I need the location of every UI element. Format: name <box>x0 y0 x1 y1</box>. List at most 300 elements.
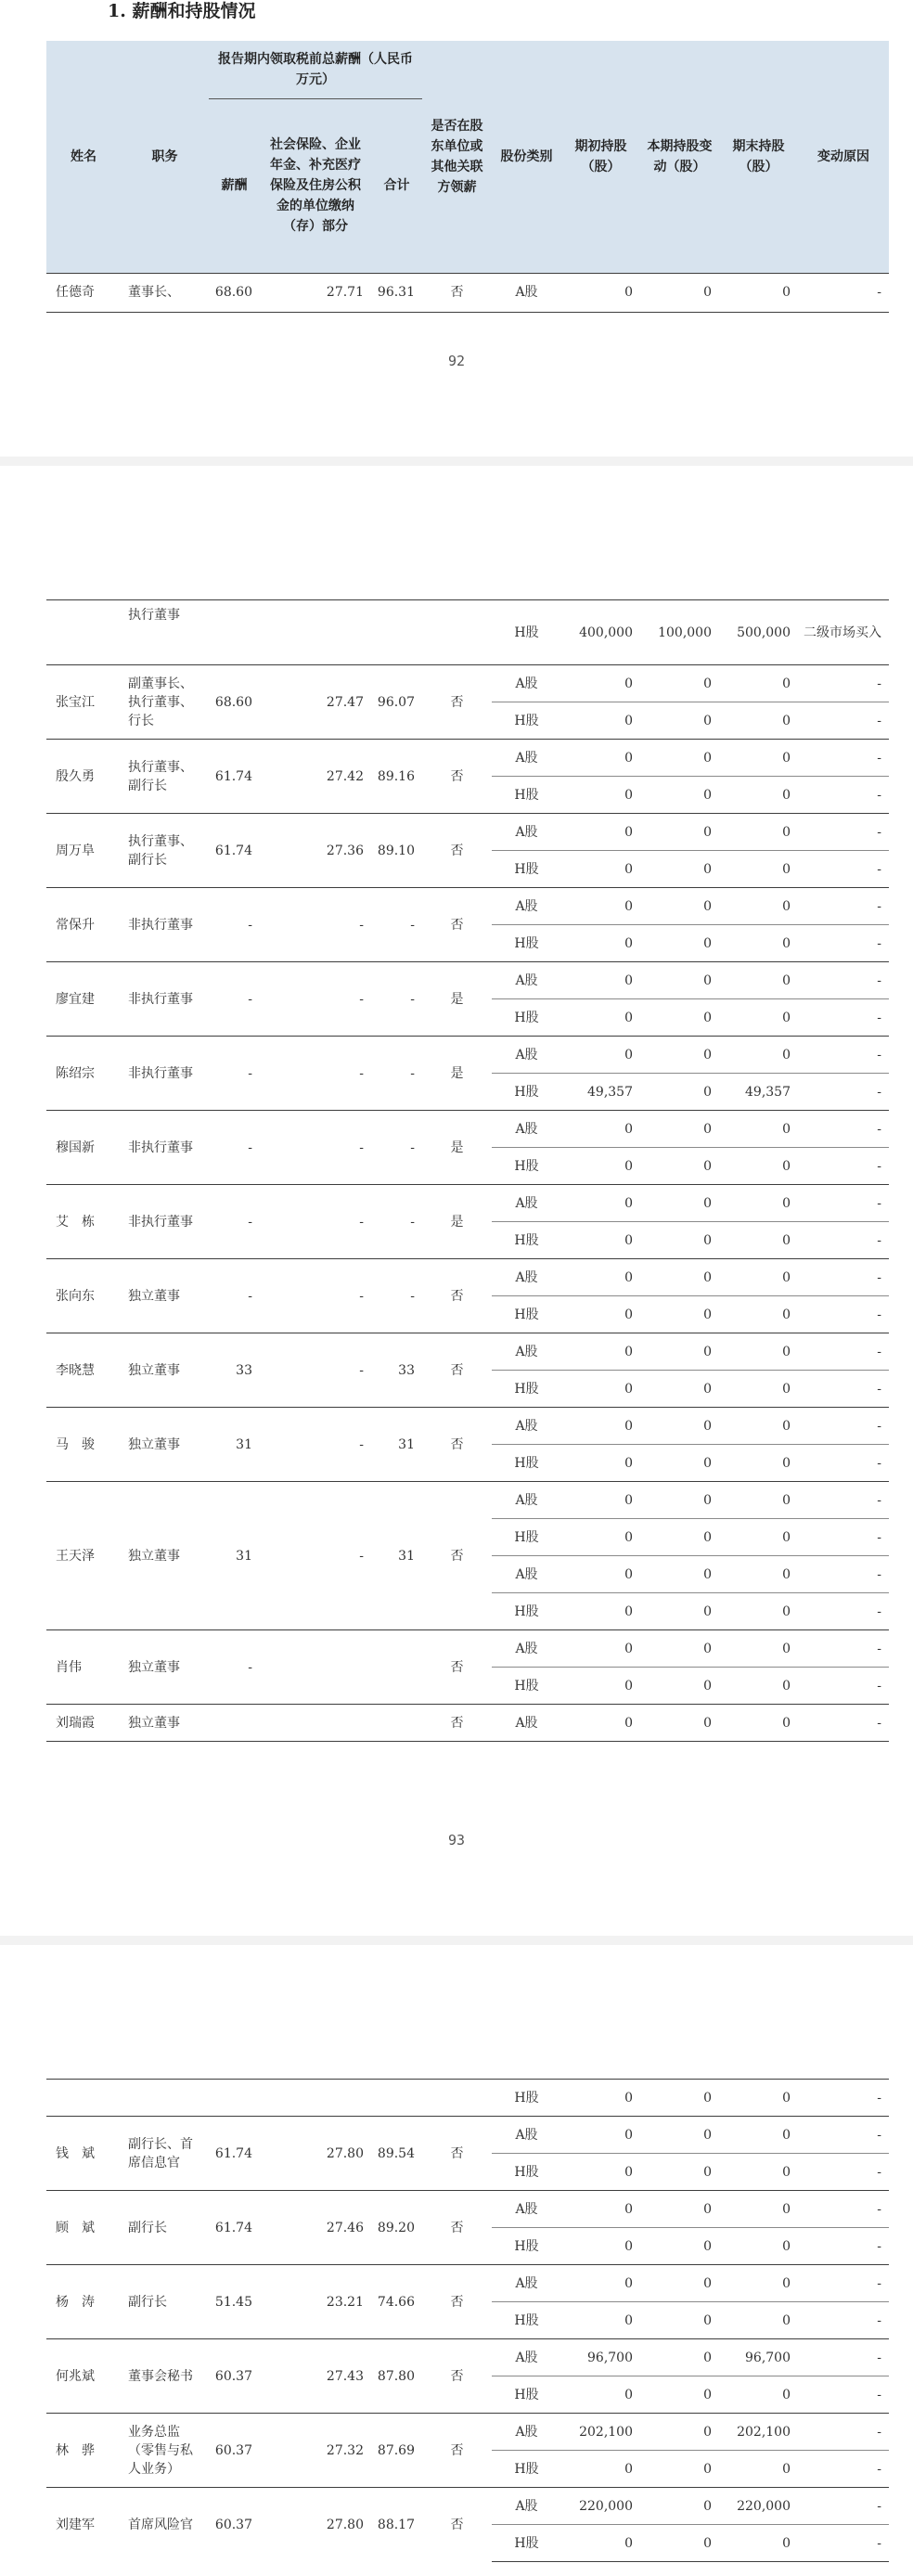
related-value: 否 <box>422 1408 492 1482</box>
share-type: A股 <box>492 740 561 777</box>
end-shares: 0 <box>719 851 798 888</box>
change-reason: - <box>798 2488 889 2525</box>
change-reason: - <box>798 1482 889 1519</box>
related-value: 否 <box>422 2339 492 2414</box>
header-position: 职务 <box>121 41 209 273</box>
begin-shares: 0 <box>561 925 640 962</box>
related-value: 否 <box>422 2488 492 2562</box>
begin-shares: 0 <box>561 1296 640 1333</box>
person-name: 何兆斌 <box>46 2339 121 2414</box>
begin-shares: 0 <box>561 1408 640 1445</box>
share-type: H股 <box>492 2154 561 2191</box>
page-number: 92 <box>447 353 466 369</box>
change-shares: 0 <box>640 1482 719 1519</box>
table-header <box>46 41 889 273</box>
begin-shares: 202,100 <box>561 2414 640 2451</box>
person-position: 独立董事 <box>121 1333 209 1408</box>
begin-shares: 0 <box>561 2265 640 2302</box>
person-name: 林 骅 <box>46 2414 121 2488</box>
person-name: 常保升 <box>46 888 121 962</box>
related-value: 否 <box>422 665 492 740</box>
person-name: 肖伟 <box>46 1630 121 1705</box>
change-shares: 0 <box>640 1705 719 1742</box>
change-shares: 0 <box>640 1593 719 1630</box>
change-reason: - <box>798 2265 889 2302</box>
social-value: 27.80 <box>260 2488 371 2562</box>
social-value: 27.36 <box>260 814 371 888</box>
header-total: 合计 <box>371 98 422 273</box>
section-title: 1. 薪酬和持股情况 <box>108 1 256 21</box>
begin-shares: 0 <box>561 1111 640 1148</box>
header-share-type: 股份类别 <box>492 41 561 273</box>
change-shares: 0 <box>640 777 719 814</box>
change-shares: 0 <box>640 962 719 999</box>
person-name: 艾 栋 <box>46 1185 121 1259</box>
person-name: 穆国新 <box>46 1111 121 1185</box>
salary-value: - <box>209 888 260 962</box>
begin-shares: 49,357 <box>561 1074 640 1111</box>
person-position: 独立董事 <box>121 1259 209 1333</box>
header-related: 是否在股东单位或其他关联方领薪 <box>422 41 492 273</box>
person-position: 董事长、 <box>121 273 209 312</box>
header-reason: 变动原因 <box>798 41 889 273</box>
total-value: 96.31 <box>371 273 422 312</box>
person-name <box>46 2080 121 2117</box>
begin-shares: 0 <box>561 2080 640 2117</box>
change-reason: - <box>798 888 889 925</box>
change-reason: - <box>798 1148 889 1185</box>
share-type: H股 <box>492 1445 561 1482</box>
end-shares: 0 <box>719 2376 798 2414</box>
change-reason: - <box>798 1668 889 1705</box>
begin-shares: 0 <box>561 2302 640 2339</box>
salary-value: - <box>209 962 260 1037</box>
header-total-group: 报告期内领取税前总薪酬（人民币万元） <box>209 41 422 98</box>
person-position: 非执行董事 <box>121 1111 209 1185</box>
change-shares: 0 <box>640 1111 719 1148</box>
end-shares: 0 <box>719 2080 798 2117</box>
end-shares: 220,000 <box>719 2488 798 2525</box>
end-shares: 0 <box>719 702 798 740</box>
person-name: 张宝江 <box>46 665 121 740</box>
begin-shares: 0 <box>561 1482 640 1519</box>
social-value: - <box>260 1185 371 1259</box>
salary-value: 31 <box>209 1408 260 1482</box>
social-value: 27.42 <box>260 740 371 814</box>
end-shares: 0 <box>719 2154 798 2191</box>
change-reason: - <box>798 2525 889 2562</box>
end-shares: 0 <box>719 2191 798 2228</box>
share-type: A股 <box>492 1705 561 1742</box>
end-shares: 0 <box>719 2117 798 2154</box>
share-type: A股 <box>492 962 561 999</box>
end-shares: 0 <box>719 1148 798 1185</box>
related-value: 是 <box>422 1111 492 1185</box>
end-shares: 0 <box>719 273 798 312</box>
change-reason: - <box>798 1222 889 1259</box>
related-value: 否 <box>422 1259 492 1333</box>
table-row <box>46 1333 889 1371</box>
table-row <box>46 665 889 702</box>
total-value: - <box>371 1259 422 1333</box>
change-reason: - <box>798 665 889 702</box>
person-position: 独立董事 <box>121 1408 209 1482</box>
table-row <box>46 1037 889 1074</box>
person-position: 副行长、首席信息官 <box>121 2117 209 2191</box>
compensation-table-page-3 <box>46 2079 889 2562</box>
change-reason: - <box>798 1074 889 1111</box>
share-type: A股 <box>492 1556 561 1593</box>
related-value: 否 <box>422 2191 492 2265</box>
change-reason: - <box>798 2376 889 2414</box>
change-shares: 0 <box>640 665 719 702</box>
change-reason: - <box>798 851 889 888</box>
share-type: H股 <box>492 2451 561 2488</box>
related-value: 是 <box>422 1185 492 1259</box>
person-name <box>46 600 121 665</box>
salary-value <box>209 600 260 665</box>
table-row <box>46 1111 889 1148</box>
change-reason: - <box>798 1445 889 1482</box>
social-value: 27.80 <box>260 2117 371 2191</box>
change-reason: - <box>798 2339 889 2376</box>
end-shares: 0 <box>719 1445 798 1482</box>
total-value: 96.07 <box>371 665 422 740</box>
share-type: A股 <box>492 2265 561 2302</box>
change-reason: - <box>798 2451 889 2488</box>
share-type: A股 <box>492 2117 561 2154</box>
related-value: 否 <box>422 273 492 312</box>
end-shares: 0 <box>719 1556 798 1593</box>
share-type: A股 <box>492 1333 561 1371</box>
person-name: 李晓慧 <box>46 1333 121 1408</box>
share-type: H股 <box>492 1148 561 1185</box>
person-name: 顾 斌 <box>46 2191 121 2265</box>
end-shares: 0 <box>719 777 798 814</box>
share-type: A股 <box>492 1408 561 1445</box>
person-position: 非执行董事 <box>121 1185 209 1259</box>
related-value <box>422 600 492 665</box>
end-shares: 0 <box>719 1630 798 1668</box>
change-reason: - <box>798 1333 889 1371</box>
related-value: 是 <box>422 962 492 1037</box>
social-value <box>260 2080 371 2117</box>
total-value: 89.54 <box>371 2117 422 2191</box>
total-value <box>371 1705 422 1742</box>
change-shares: 0 <box>640 1371 719 1408</box>
begin-shares: 0 <box>561 851 640 888</box>
total-value <box>371 2080 422 2117</box>
share-type: H股 <box>492 2525 561 2562</box>
change-reason: 二级市场买入 <box>798 600 889 665</box>
change-reason: - <box>798 1111 889 1148</box>
share-type: A股 <box>492 2414 561 2451</box>
salary-value: - <box>209 1185 260 1259</box>
change-reason: - <box>798 1630 889 1668</box>
change-shares: 0 <box>640 1259 719 1296</box>
end-shares: 0 <box>719 1222 798 1259</box>
social-value: 27.47 <box>260 665 371 740</box>
salary-value: - <box>209 1630 260 1705</box>
begin-shares: 0 <box>561 999 640 1037</box>
salary-value: 33 <box>209 1333 260 1408</box>
change-shares: 0 <box>640 2228 719 2265</box>
table-row <box>46 1185 889 1222</box>
total-value: 74.66 <box>371 2265 422 2339</box>
change-shares: 0 <box>640 2376 719 2414</box>
change-reason: - <box>798 2228 889 2265</box>
related-value: 否 <box>422 1630 492 1705</box>
salary-value: - <box>209 1037 260 1111</box>
share-type: H股 <box>492 925 561 962</box>
share-type: H股 <box>492 2080 561 2117</box>
share-type: H股 <box>492 1074 561 1111</box>
page-separator <box>0 457 913 466</box>
begin-shares: 220,000 <box>561 2488 640 2525</box>
person-name: 殷久勇 <box>46 740 121 814</box>
end-shares: 0 <box>719 1185 798 1222</box>
share-type: H股 <box>492 1222 561 1259</box>
begin-shares: 0 <box>561 702 640 740</box>
total-value: 87.80 <box>371 2339 422 2414</box>
change-shares: 0 <box>640 2302 719 2339</box>
person-position: 非执行董事 <box>121 962 209 1037</box>
person-name: 陈绍宗 <box>46 1037 121 1111</box>
salary-value: 61.74 <box>209 740 260 814</box>
begin-shares: 0 <box>561 2376 640 2414</box>
person-name: 王天泽 <box>46 1482 121 1630</box>
change-reason: - <box>798 1037 889 1074</box>
total-value: - <box>371 1185 422 1259</box>
total-value: - <box>371 888 422 962</box>
change-shares: 0 <box>640 2154 719 2191</box>
related-value: 否 <box>422 2117 492 2191</box>
change-shares: 0 <box>640 814 719 851</box>
end-shares: 0 <box>719 740 798 777</box>
end-shares: 0 <box>719 1668 798 1705</box>
related-value: 否 <box>422 740 492 814</box>
begin-shares: 400,000 <box>561 600 640 665</box>
begin-shares: 96,700 <box>561 2339 640 2376</box>
change-shares: 0 <box>640 1519 719 1556</box>
salary-value <box>209 2080 260 2117</box>
begin-shares: 0 <box>561 2154 640 2191</box>
total-value: 31 <box>371 1408 422 1482</box>
header-name: 姓名 <box>46 41 121 273</box>
person-position: 独立董事 <box>121 1482 209 1630</box>
social-value: 27.32 <box>260 2414 371 2488</box>
change-shares: 0 <box>640 2191 719 2228</box>
begin-shares: 0 <box>561 1556 640 1593</box>
change-reason: - <box>798 1371 889 1408</box>
begin-shares: 0 <box>561 1333 640 1371</box>
person-position: 副行长 <box>121 2191 209 2265</box>
share-type: A股 <box>492 665 561 702</box>
social-value <box>260 1705 371 1742</box>
change-reason: - <box>798 999 889 1037</box>
person-name: 任德奇 <box>46 273 121 312</box>
end-shares: 0 <box>719 1333 798 1371</box>
person-name: 廖宜建 <box>46 962 121 1037</box>
share-type: H股 <box>492 702 561 740</box>
person-name: 刘建军 <box>46 2488 121 2562</box>
change-shares: 0 <box>640 2339 719 2376</box>
table-row <box>46 1630 889 1668</box>
change-shares: 0 <box>640 1408 719 1445</box>
total-value: - <box>371 962 422 1037</box>
change-shares: 0 <box>640 925 719 962</box>
salary-value: 60.37 <box>209 2488 260 2562</box>
begin-shares: 0 <box>561 1037 640 1074</box>
person-position: 独立董事 <box>121 1705 209 1742</box>
begin-shares: 0 <box>561 1705 640 1742</box>
end-shares: 0 <box>719 962 798 999</box>
salary-value: 31 <box>209 1482 260 1630</box>
total-value: - <box>371 1037 422 1111</box>
share-type: A股 <box>492 814 561 851</box>
table-row <box>46 2191 889 2228</box>
person-position: 执行董事、副行长 <box>121 740 209 814</box>
social-value: - <box>260 962 371 1037</box>
social-value: - <box>260 1037 371 1111</box>
change-shares: 0 <box>640 1222 719 1259</box>
begin-shares: 0 <box>561 1593 640 1630</box>
end-shares: 0 <box>719 2451 798 2488</box>
share-type: H股 <box>492 1593 561 1630</box>
share-type: H股 <box>492 2376 561 2414</box>
change-reason: - <box>798 2154 889 2191</box>
person-name: 马 骏 <box>46 1408 121 1482</box>
share-type: A股 <box>492 1037 561 1074</box>
end-shares: 0 <box>719 2228 798 2265</box>
table-row <box>46 1705 889 1742</box>
begin-shares: 0 <box>561 2117 640 2154</box>
change-shares: 0 <box>640 2080 719 2117</box>
end-shares: 202,100 <box>719 2414 798 2451</box>
share-type: A股 <box>492 2191 561 2228</box>
begin-shares: 0 <box>561 2525 640 2562</box>
change-reason: - <box>798 962 889 999</box>
change-shares: 0 <box>640 2117 719 2154</box>
end-shares: 0 <box>719 1296 798 1333</box>
compensation-table-page-1 <box>46 41 889 313</box>
end-shares: 0 <box>719 1482 798 1519</box>
table-row <box>46 814 889 851</box>
header-end: 期末持股（股） <box>719 41 798 273</box>
share-type: H股 <box>492 1519 561 1556</box>
table-row <box>46 888 889 925</box>
end-shares: 0 <box>719 925 798 962</box>
change-reason: - <box>798 740 889 777</box>
total-value: 31 <box>371 1482 422 1630</box>
begin-shares: 0 <box>561 888 640 925</box>
person-name: 钱 斌 <box>46 2117 121 2191</box>
related-value: 否 <box>422 888 492 962</box>
begin-shares: 0 <box>561 1668 640 1705</box>
end-shares: 0 <box>719 814 798 851</box>
related-value: 否 <box>422 814 492 888</box>
social-value: - <box>260 1333 371 1408</box>
share-type: H股 <box>492 851 561 888</box>
end-shares: 0 <box>719 2302 798 2339</box>
social-value: 23.21 <box>260 2265 371 2339</box>
share-type: H股 <box>492 600 561 665</box>
change-reason: - <box>798 1593 889 1630</box>
person-position: 首席风险官 <box>121 2488 209 2562</box>
salary-value: 61.74 <box>209 2191 260 2265</box>
change-reason: - <box>798 1185 889 1222</box>
related-value: 否 <box>422 2265 492 2339</box>
change-shares: 0 <box>640 1185 719 1222</box>
table-row <box>46 2117 889 2154</box>
begin-shares: 0 <box>561 1222 640 1259</box>
table-row <box>46 600 889 665</box>
social-value: - <box>260 1482 371 1630</box>
social-value <box>260 1630 371 1705</box>
end-shares: 0 <box>719 1519 798 1556</box>
total-value <box>371 1630 422 1705</box>
compensation-table-page-2 <box>46 599 889 1742</box>
change-shares: 0 <box>640 2414 719 2451</box>
person-position: 副董事长、执行董事、行长 <box>121 665 209 740</box>
change-shares: 0 <box>640 1445 719 1482</box>
change-shares: 0 <box>640 2488 719 2525</box>
salary-value: 60.37 <box>209 2414 260 2488</box>
change-shares: 0 <box>640 1074 719 1111</box>
table-row <box>46 273 889 312</box>
begin-shares: 0 <box>561 1185 640 1222</box>
begin-shares: 0 <box>561 740 640 777</box>
change-shares: 0 <box>640 851 719 888</box>
share-type: A股 <box>492 1185 561 1222</box>
social-value: - <box>260 1111 371 1185</box>
change-reason: - <box>798 1705 889 1742</box>
social-value: 27.43 <box>260 2339 371 2414</box>
salary-value: - <box>209 1259 260 1333</box>
change-reason: - <box>798 2191 889 2228</box>
end-shares: 0 <box>719 1408 798 1445</box>
change-reason: - <box>798 2414 889 2451</box>
change-reason: - <box>798 1259 889 1296</box>
change-shares: 0 <box>640 1630 719 1668</box>
change-shares: 0 <box>640 1296 719 1333</box>
social-value <box>260 600 371 665</box>
total-value: 88.17 <box>371 2488 422 2562</box>
related-value: 否 <box>422 2414 492 2488</box>
table-row <box>46 740 889 777</box>
table-row <box>46 1259 889 1296</box>
table-row <box>46 2488 889 2525</box>
table-row <box>46 1408 889 1445</box>
end-shares: 49,357 <box>719 1074 798 1111</box>
person-position: 执行董事、副行长 <box>121 814 209 888</box>
person-position: 执行董事 <box>121 600 209 665</box>
change-shares: 0 <box>640 1556 719 1593</box>
change-reason: - <box>798 702 889 740</box>
salary-value: 68.60 <box>209 273 260 312</box>
header-social: 社会保险、企业年金、补充医疗保险及住房公积金的单位缴纳（存）部分 <box>260 98 371 273</box>
begin-shares: 0 <box>561 273 640 312</box>
change-shares: 0 <box>640 2265 719 2302</box>
page-number: 93 <box>447 1832 466 1848</box>
social-value: 27.71 <box>260 273 371 312</box>
share-type: H股 <box>492 777 561 814</box>
person-name: 刘瑞霞 <box>46 1705 121 1742</box>
page-separator <box>0 1936 913 1945</box>
table-row <box>46 1482 889 1519</box>
table-row <box>46 962 889 999</box>
total-value <box>371 600 422 665</box>
